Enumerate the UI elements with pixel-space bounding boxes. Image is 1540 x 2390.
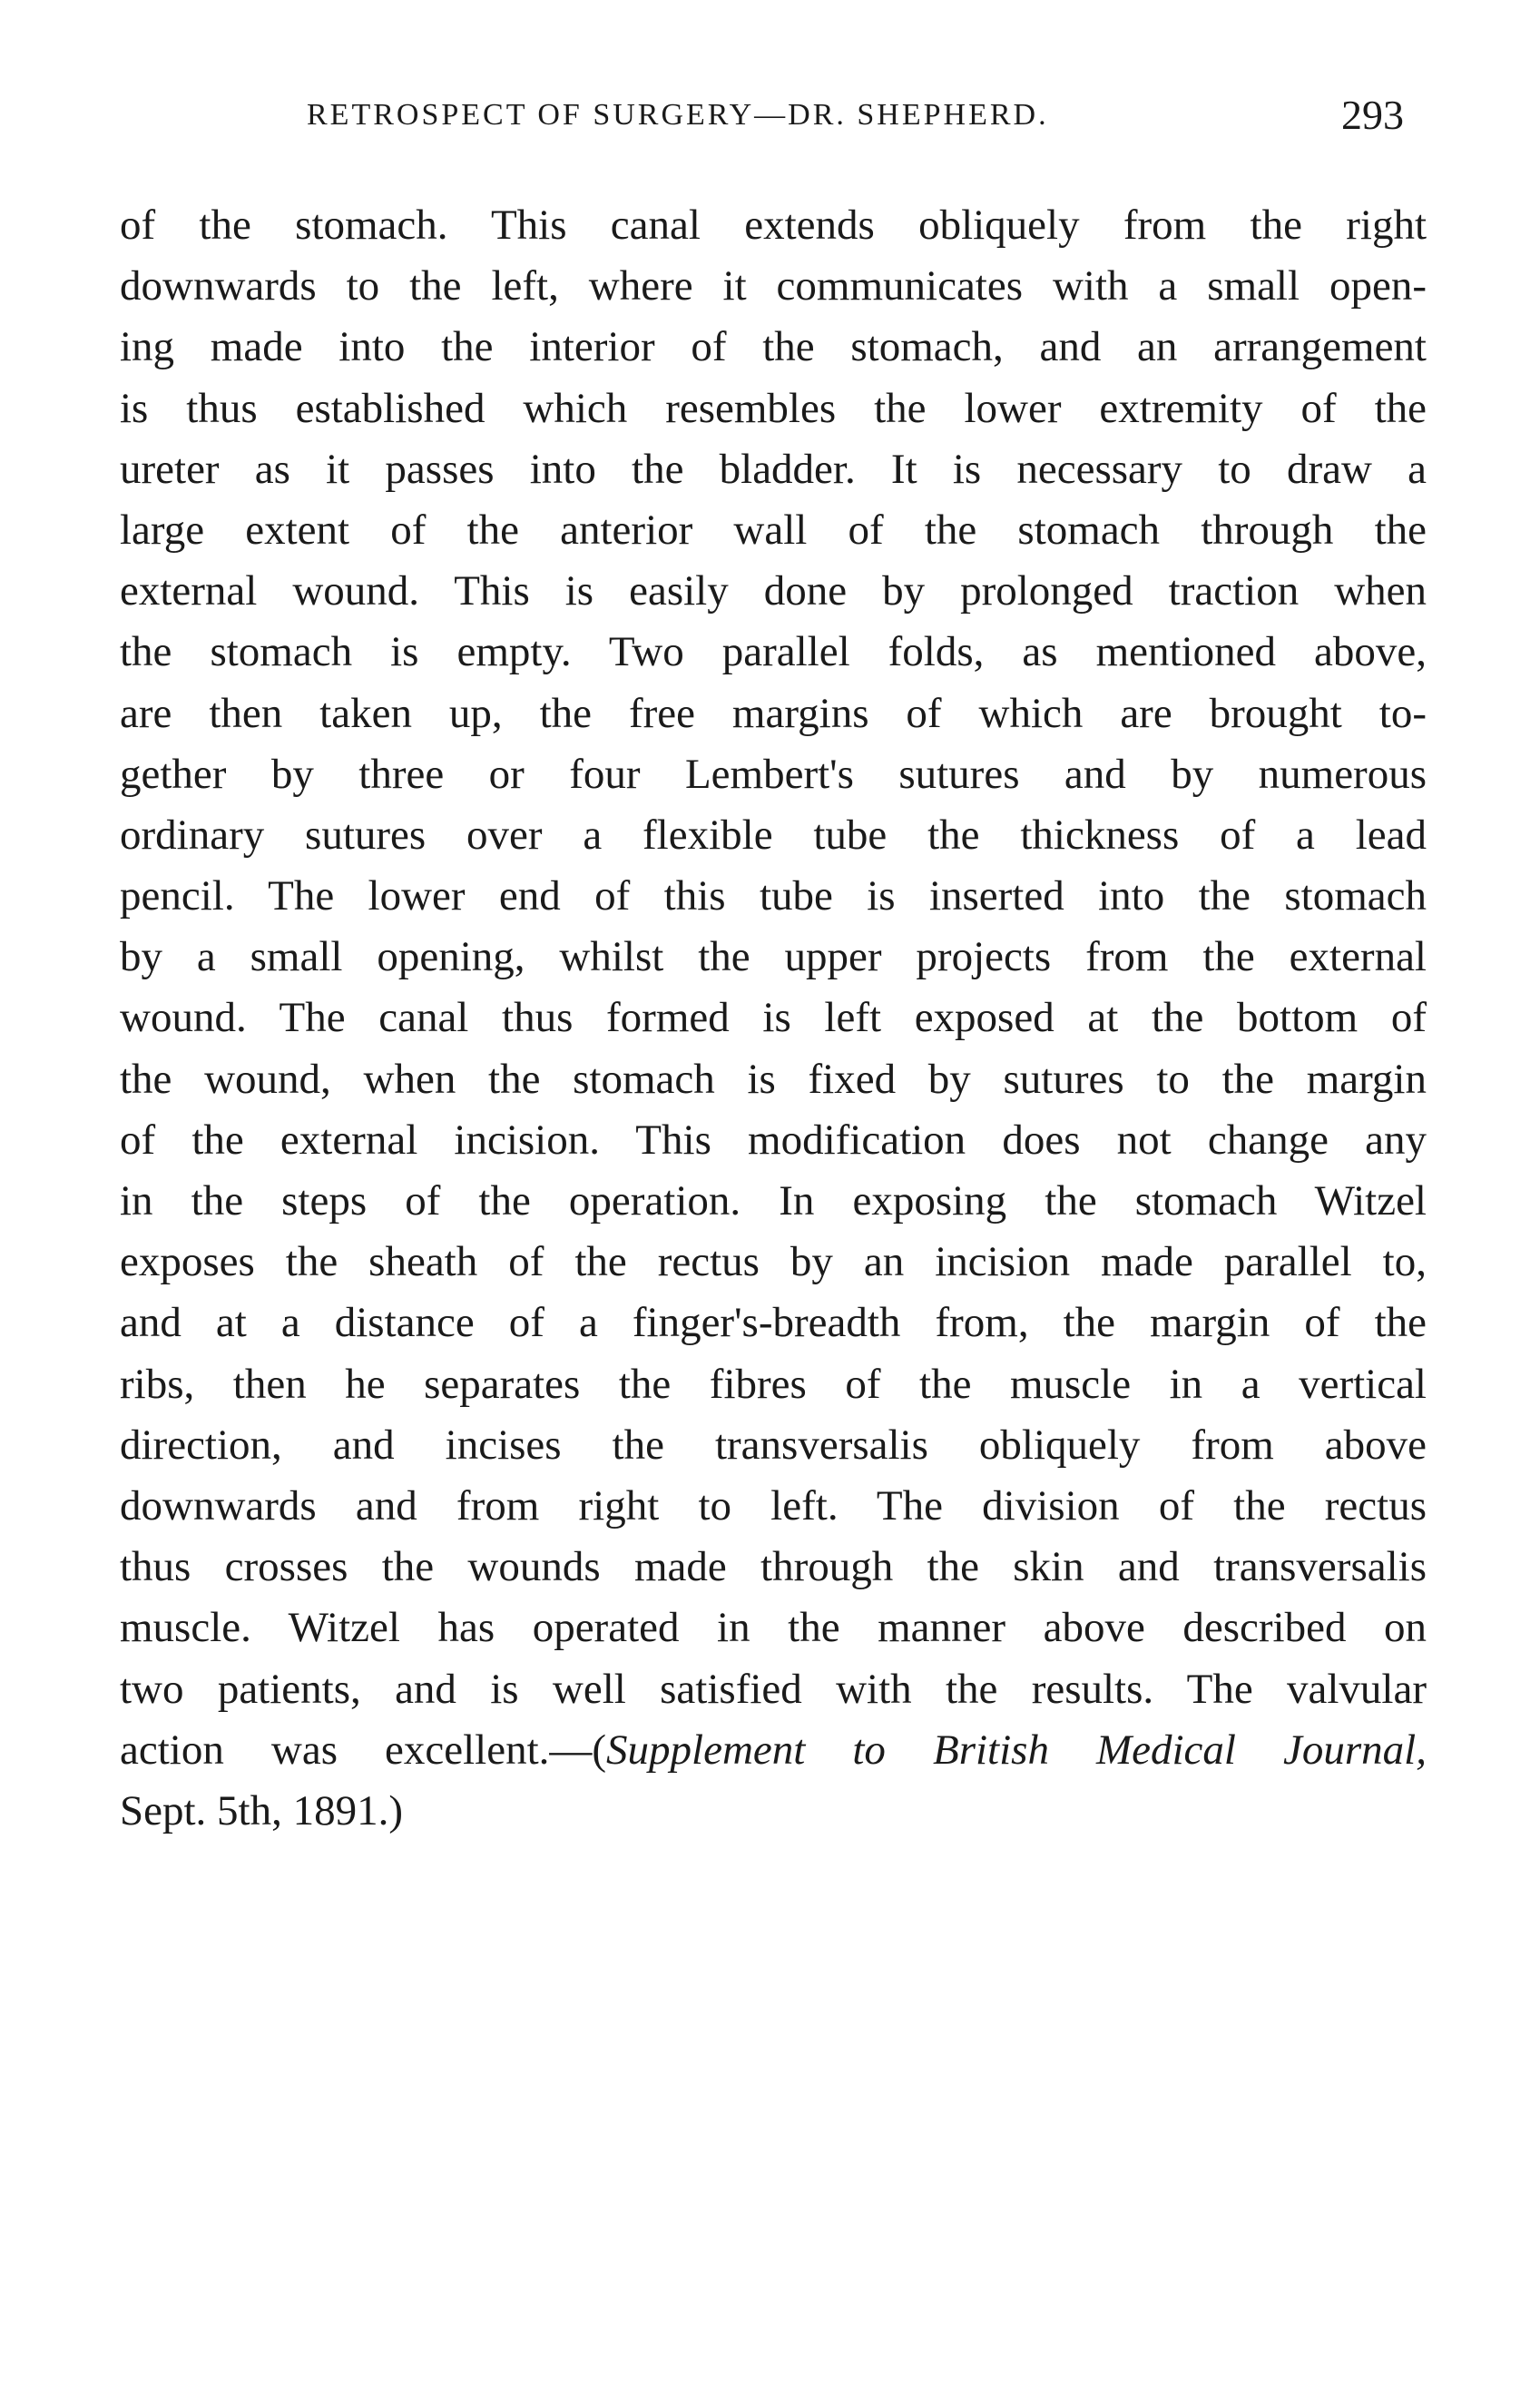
citation-lead: action was excellent.—( [120, 1726, 607, 1774]
text-line: direction, and incises the transversalis obliquely from above [120, 1421, 1427, 1469]
text-line: gether by three or four Lembert's sutures and by numerous [120, 750, 1427, 798]
text-line: ribs, then he separates the fibres of the muscle in a vertical [120, 1360, 1427, 1408]
text-line: large extent of the anterior wall of the stomach through the [120, 506, 1427, 554]
text-line: exposes the sheath of the rectus by an incision made parallel to, [120, 1238, 1427, 1286]
text-line: is thus established which resembles the lower extremity of the [120, 384, 1427, 432]
text-line: downwards to the left, where it communicates with a small open- [120, 262, 1427, 310]
text-line: are then taken up, the free margins of which are brought to- [120, 689, 1427, 737]
text-line: of the external incision. This modification does not change any [120, 1116, 1427, 1164]
text-line: of the stomach. This canal extends obliquely from the right [120, 202, 1427, 249]
citation-source: Supplement to British Medical Journal, [606, 1726, 1427, 1774]
text-line: ing made into the interior of the stomach, and an arrangement [120, 323, 1427, 371]
page-number: 293 [1341, 92, 1404, 138]
text-line: two patients, and is well satisfied with the results. The valvular [120, 1665, 1427, 1713]
citation-line [120, 1720, 1427, 1781]
text-line: external wound. This is easily done by prolonged traction when [120, 567, 1427, 615]
body-text [120, 195, 1427, 1842]
running-head: RETROSPECT OF SURGERY—DR. SHEPHERD. [307, 98, 1049, 132]
text-line: ureter as it passes into the bladder. It is necessary to draw a [120, 445, 1427, 493]
text-line: downwards and from right to left. The division of the rectus [120, 1481, 1427, 1529]
text-line: wound. The canal thus formed is left exposed at the bottom of [120, 994, 1427, 1042]
text-line: muscle. Witzel has operated in the manner above described on [120, 1604, 1427, 1652]
text-line: pencil. The lower end of this tube is inserted into the stomach [120, 872, 1427, 920]
text-line: in the steps of the operation. In exposing the stomach Witzel [120, 1177, 1427, 1225]
text-line: the stomach is empty. Two parallel folds, as mentioned above, [120, 628, 1427, 676]
citation-date: Sept. 5th, 1891.) [120, 1786, 404, 1834]
text-line: the wound, when the stomach is fixed by sutures to the margin [120, 1055, 1427, 1103]
text-line: ordinary sutures over a flexible tube the thickness of a lead [120, 811, 1427, 859]
text-line: by a small opening, whilst the upper projects from the external [120, 933, 1427, 981]
text-line: thus crosses the wounds made through the skin and transversalis [120, 1543, 1427, 1591]
text-line: and at a distance of a finger's-breadth from, the margin of the [120, 1299, 1427, 1347]
